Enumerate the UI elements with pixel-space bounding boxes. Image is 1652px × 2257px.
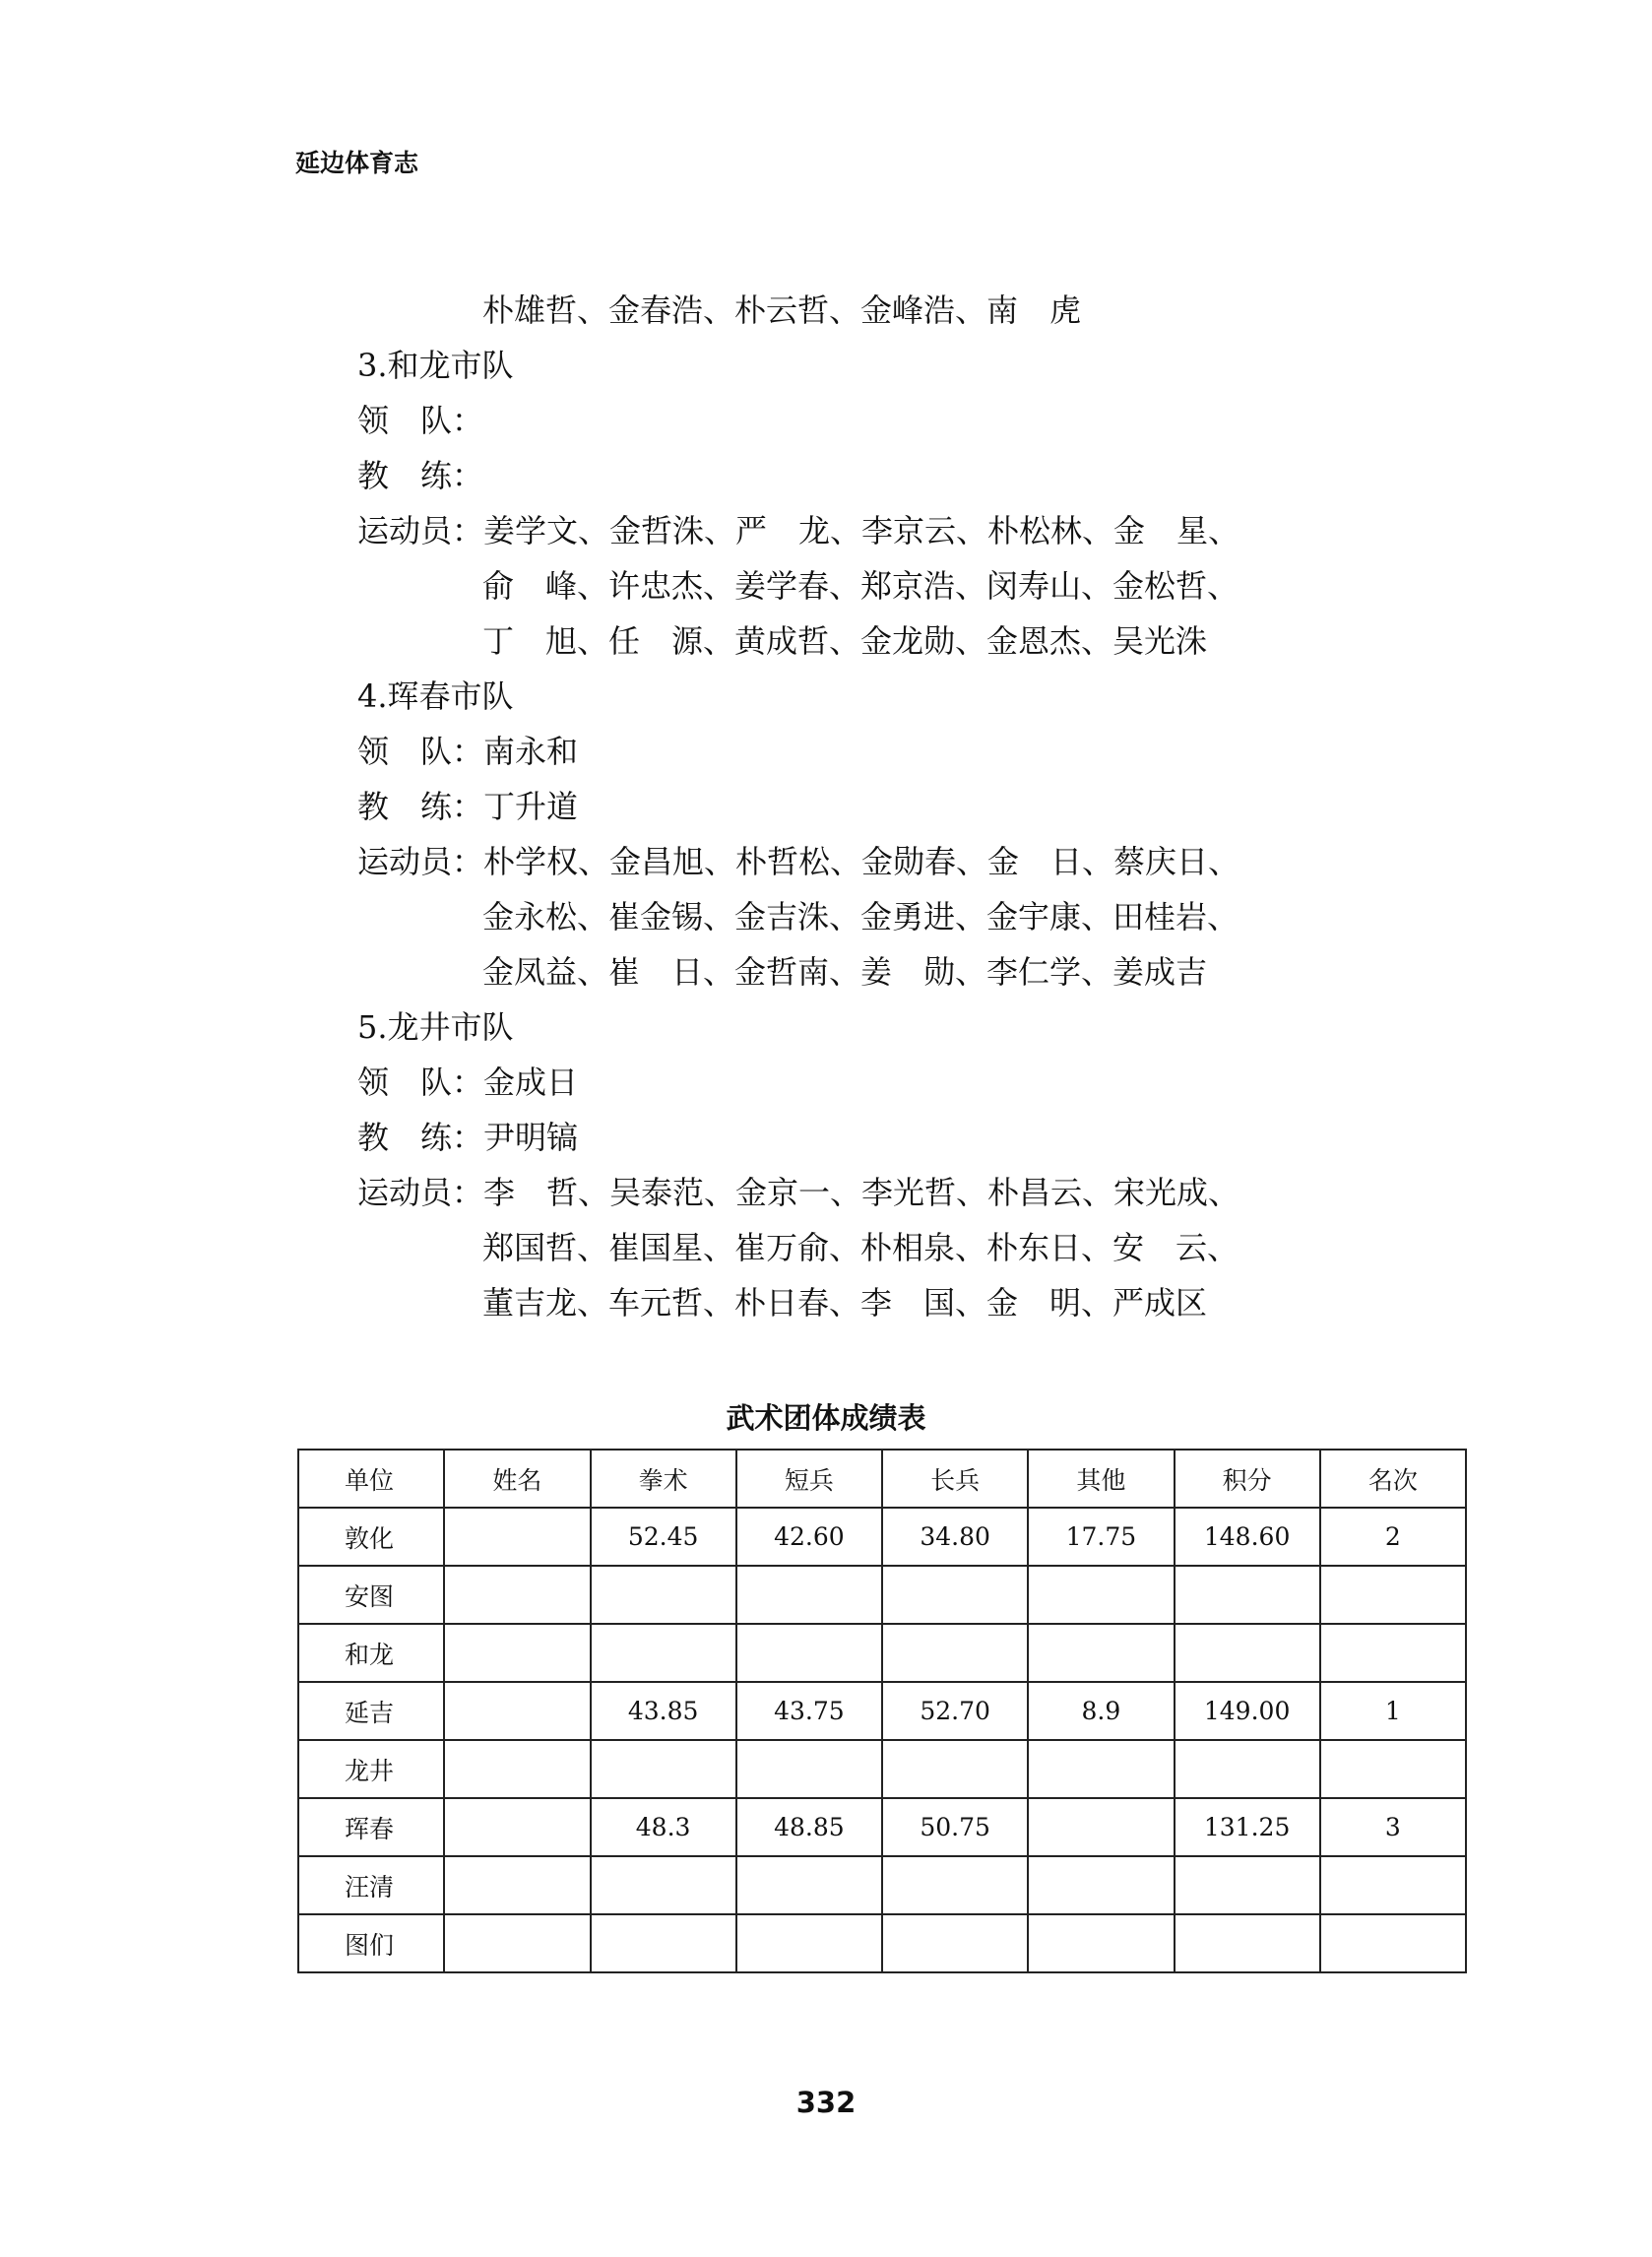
- table-cell: 敦化: [298, 1508, 444, 1566]
- table-cell: [882, 1856, 1028, 1914]
- table-cell: 43.75: [736, 1682, 882, 1740]
- table-row: [298, 1914, 1466, 1972]
- table-cell: [591, 1624, 736, 1682]
- table-cell: [444, 1682, 590, 1740]
- table-cell: [444, 1914, 590, 1972]
- table-row: [298, 1624, 1466, 1682]
- table-cell: 149.00: [1175, 1682, 1320, 1740]
- running-header: 延边体育志: [295, 149, 419, 177]
- table-cell: [1028, 1624, 1174, 1682]
- table-cell: [1028, 1566, 1174, 1624]
- table-cell: [1175, 1740, 1320, 1798]
- table-cell: [444, 1798, 590, 1856]
- leader-line: 领 队：: [357, 402, 484, 439]
- table-cell: 148.60: [1175, 1508, 1320, 1566]
- header-cell: 单位: [298, 1450, 444, 1508]
- table-cell: [1175, 1914, 1320, 1972]
- coach-line: 教 练：: [357, 457, 484, 494]
- table-cell: [444, 1508, 590, 1566]
- table-cell: [736, 1624, 882, 1682]
- header-cell: 短兵: [736, 1450, 882, 1508]
- coach-line: 教 练：丁升道: [357, 788, 579, 825]
- athletes-line: 运动员：姜学文、金哲洙、严 龙、李京云、朴松林、金 星、: [357, 512, 1240, 549]
- leader-line: 领 队：南永和: [357, 733, 579, 770]
- table-cell: 50.75: [882, 1798, 1028, 1856]
- table-cell: 131.25: [1175, 1798, 1320, 1856]
- results-table: [297, 1449, 1467, 1973]
- table-cell: [1320, 1566, 1466, 1624]
- table-cell: 8.9: [1028, 1682, 1174, 1740]
- header-cell: 其他: [1028, 1450, 1174, 1508]
- athletes-line: 运动员：李 哲、吴泰范、金京一、李光哲、朴昌云、宋光成、: [357, 1174, 1240, 1211]
- table-cell: [882, 1624, 1028, 1682]
- table-cell: [736, 1856, 882, 1914]
- table-cell: [1175, 1856, 1320, 1914]
- header-cell: 姓名: [444, 1450, 590, 1508]
- table-title: 武术团体成绩表: [726, 1401, 926, 1435]
- table-cell: [1320, 1914, 1466, 1972]
- table-cell: 42.60: [736, 1508, 882, 1566]
- table-cell: [736, 1740, 882, 1798]
- table-cell: 2: [1320, 1508, 1466, 1566]
- table-cell: 48.85: [736, 1798, 882, 1856]
- table-cell: [591, 1740, 736, 1798]
- table-cell: 43.85: [591, 1682, 736, 1740]
- table-cell: [444, 1740, 590, 1798]
- table-cell: [1320, 1624, 1466, 1682]
- table-cell: 52.70: [882, 1682, 1028, 1740]
- table-cell: 安图: [298, 1566, 444, 1624]
- table-cell: [591, 1914, 736, 1972]
- table-cell: [444, 1566, 590, 1624]
- table-cell: [1175, 1624, 1320, 1682]
- table-cell: [882, 1914, 1028, 1972]
- table-cell: [444, 1624, 590, 1682]
- table-cell: [882, 1566, 1028, 1624]
- table-cell: 1: [1320, 1682, 1466, 1740]
- roster-line: 朴雄哲、金春浩、朴云哲、金峰浩、南 虎: [482, 291, 1082, 329]
- section-heading: 3.和龙市队: [357, 347, 514, 384]
- table-cell: 珲春: [298, 1798, 444, 1856]
- table-row: [298, 1856, 1466, 1914]
- section-heading: 4.珲春市队: [357, 677, 514, 715]
- roster-line: 俞 峰、许忠杰、姜学春、郑京浩、闵寿山、金松哲、: [482, 567, 1239, 605]
- table-row: [298, 1508, 1466, 1566]
- table-cell: 48.3: [591, 1798, 736, 1856]
- table-row: [298, 1740, 1466, 1798]
- coach-line: 教 练：尹明镐: [357, 1119, 579, 1156]
- header-cell: 积分: [1175, 1450, 1320, 1508]
- table-header-row: [298, 1450, 1466, 1508]
- table-cell: 34.80: [882, 1508, 1028, 1566]
- table-cell: [736, 1566, 882, 1624]
- table-cell: [1028, 1856, 1174, 1914]
- table-cell: 龙井: [298, 1740, 444, 1798]
- table-cell: 汪清: [298, 1856, 444, 1914]
- roster-line: 董吉龙、车元哲、朴日春、李 国、金 明、严成区: [482, 1284, 1208, 1322]
- page-number: 332: [795, 2086, 857, 2119]
- table-cell: 52.45: [591, 1508, 736, 1566]
- table-row: [298, 1798, 1466, 1856]
- roster-line: 丁 旭、任 源、黄成哲、金龙勋、金恩杰、吴光洙: [482, 622, 1208, 660]
- table-cell: 延吉: [298, 1682, 444, 1740]
- table-cell: [736, 1914, 882, 1972]
- table-cell: 3: [1320, 1798, 1466, 1856]
- header-cell: 长兵: [882, 1450, 1028, 1508]
- roster-line: 金永松、崔金锡、金吉洙、金勇进、金宇康、田桂岩、: [482, 898, 1239, 935]
- athletes-line: 运动员：朴学权、金昌旭、朴哲松、金勋春、金 日、蔡庆日、: [357, 843, 1240, 880]
- table-cell: 17.75: [1028, 1508, 1174, 1566]
- table-cell: [591, 1856, 736, 1914]
- table-cell: [1028, 1740, 1174, 1798]
- roster-line: 金凤益、崔 日、金哲南、姜 勋、李仁学、姜成吉: [482, 953, 1208, 991]
- table-cell: [1320, 1856, 1466, 1914]
- table-cell: [1028, 1798, 1174, 1856]
- table-cell: 和龙: [298, 1624, 444, 1682]
- table-row: [298, 1566, 1466, 1624]
- table-cell: [1320, 1740, 1466, 1798]
- header-cell: 拳术: [591, 1450, 736, 1508]
- section-heading: 5.龙井市队: [357, 1008, 514, 1046]
- table-cell: 图们: [298, 1914, 444, 1972]
- roster-line: 郑国哲、崔国星、崔万俞、朴相泉、朴东日、安 云、: [482, 1229, 1239, 1266]
- table-cell: [1028, 1914, 1174, 1972]
- leader-line: 领 队：金成日: [357, 1064, 579, 1101]
- table-cell: [1175, 1566, 1320, 1624]
- header-cell: 名次: [1320, 1450, 1466, 1508]
- table-cell: [882, 1740, 1028, 1798]
- table-cell: [444, 1856, 590, 1914]
- table-row: [298, 1682, 1466, 1740]
- table-cell: [591, 1566, 736, 1624]
